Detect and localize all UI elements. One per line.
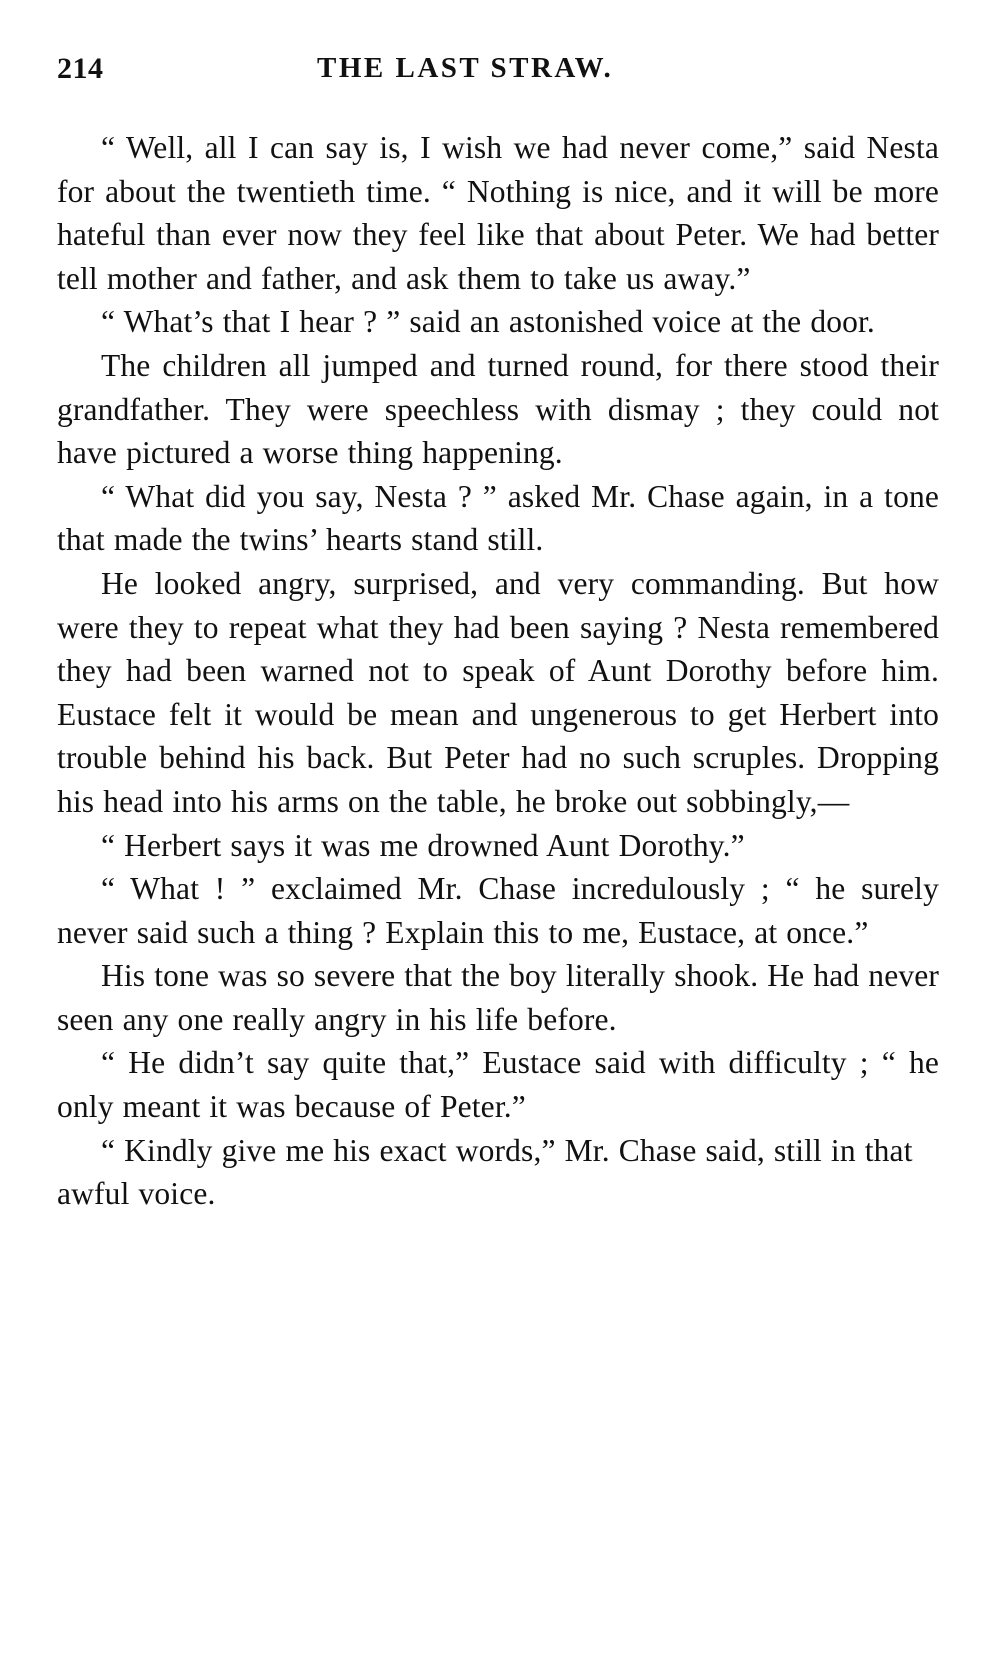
page-number: 214 [57,52,104,85]
paragraph: “ He didn’t say quite that,” Eustace said with difficulty ; “ he only meant it was because of Peter.” [57,1045,939,1125]
paragraph: His tone was so severe that the boy literally shook. He had never seen any one really angry in his life before. [57,958,939,1037]
page-header [57,52,939,100]
body-text [57,126,939,1216]
paragraph: He looked angry, surprised, and very commanding. But how were they to repeat what they had been saying ? Nesta remembered they had been warned not to speak of Aunt Dorothy before him. Eustace felt it would be mean and ungenerous to get Herbert into trouble behind his back. But Peter had no such scruples. Dropping his head into his arms on the table, he broke out sobbingly,— [57,565,939,819]
paragraph: “ What’s that I hear ? ” said an astonished voice at the door. [101,304,875,340]
book-page [57,52,939,1216]
paragraph: “ Herbert says it was me drowned Aunt Dorothy.” [101,827,745,863]
running-title: THE LAST STRAW. [317,52,614,84]
paragraph: “ Kindly give me his exact words,” Mr. Chase said, still in that awful voice. [57,1132,913,1212]
paragraph: “ What ! ” exclaimed Mr. Chase incredulously ; “ he surely never said such a thing ? Explain this to me, Eustace, at once.” [57,871,939,950]
paragraph: The children all jumped and turned round, for there stood their grandfather. They were speechless with dismay ; they could not have pictured a worse thing happening. [57,347,939,471]
paragraph: “ What did you say, Nesta ? ” asked Mr. Chase again, in a tone that made the twins’ hearts stand still. [57,478,939,558]
paragraph: “ Well, all I can say is, I wish we had never come,” said Nesta for about the twentieth time. “ Nothing is nice, and it will be more hateful than ever now they feel like that about Peter. We had better tell mother and father, and ask them to take us away.” [57,130,939,296]
